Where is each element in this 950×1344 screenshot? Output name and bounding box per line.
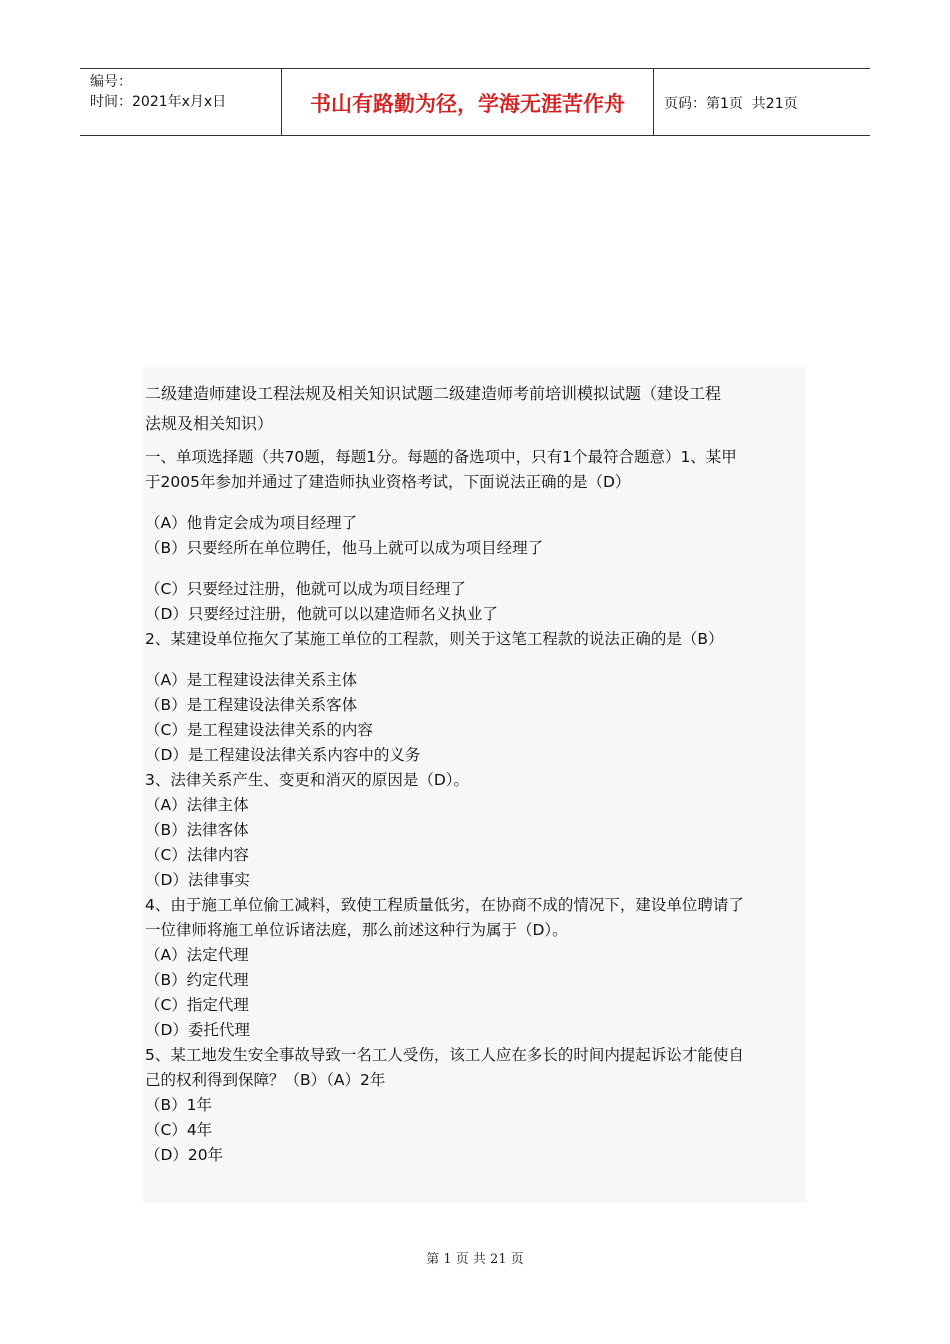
q4-option-a: （A）法定代理 [145,946,249,964]
q4-option-c: （C）指定代理 [145,996,249,1014]
q3-stem: 3、法律关系产生、变更和消灭的原因是（D）。 [145,771,470,789]
page-label: 页码：第1页 共21页 [664,96,798,112]
header-page-info [654,69,870,135]
q4-option-d: （D）委托代理 [145,1021,250,1039]
section-heading-line-1: 一、单项选择题（共70题，每题1分。每题的备选项中，只有1个最符合题意）1、某甲 [145,448,737,466]
q4-stem-line-2: 一位律师将施工单位诉诸法庭，那么前述这种行为属于（D）。 [145,921,568,939]
page-footer [0,1248,950,1267]
header-motto: 书山有路勤为径，学海无涯苦作舟 [281,69,654,135]
q1-option-b: （B）只要经所在单位聘任，他马上就可以成为项目经理了 [145,539,544,557]
q2-option-d: （D）是工程建设法律关系内容中的义务 [145,746,421,764]
q4-option-b: （B）约定代理 [145,971,249,989]
q5-option-d: （D）20年 [145,1146,224,1164]
q2-option-c: （C）是工程建设法律关系的内容 [145,721,373,739]
footer-page-number: 第 1 页 共 21 页 [426,1252,524,1267]
page-header [80,68,870,136]
q1-option-a: （A）他肯定会成为项目经理了 [145,514,358,532]
q5-option-c: （C）4年 [145,1121,213,1139]
date-label: 时间：2021年x月x日 [90,94,227,110]
q2-option-b: （B）是工程建设法律关系客体 [145,696,358,714]
q4-stem-line-1: 4、由于施工单位偷工减料，致使工程质量低劣，在协商不成的情况下，建设单位聘请了 [145,896,744,914]
q5-stem-line-1: 5、某工地发生安全事故导致一名工人受伤，该工人应在多长的时间内提起诉讼才能使自 [145,1046,744,1064]
q1-option-d: （D）只要经过注册，他就可以以建造师名义执业了 [145,605,498,623]
q1-option-c: （C）只要经过注册，他就可以成为项目经理了 [145,580,466,598]
q3-option-d: （D）法律事实 [145,871,250,889]
q5-stem-line-2: 己的权利得到保障？（B）（A）2年 [145,1071,386,1089]
q3-option-b: （B）法律客体 [145,821,249,839]
section-heading-line-2: 于2005年参加并通过了建造师执业资格考试，下面说法正确的是（D） [145,473,631,491]
header-meta [80,69,281,135]
q2-option-a: （A）是工程建设法律关系主体 [145,671,358,689]
q2-stem: 2、某建设单位拖欠了某施工单位的工程款，则关于这笔工程款的说法正确的是（B） [145,630,724,648]
q3-option-c: （C）法律内容 [145,846,249,864]
number-label: 编号： [90,74,132,90]
document-title-line-2: 法规及相关知识） [145,414,274,433]
document-body [143,367,806,1203]
q5-option-b: （B）1年 [145,1096,212,1114]
q3-option-a: （A）法律主体 [145,796,249,814]
document-title-line-1: 二级建造师建设工程法规及相关知识试题二级建造师考前培训模拟试题（建设工程 [145,384,722,403]
